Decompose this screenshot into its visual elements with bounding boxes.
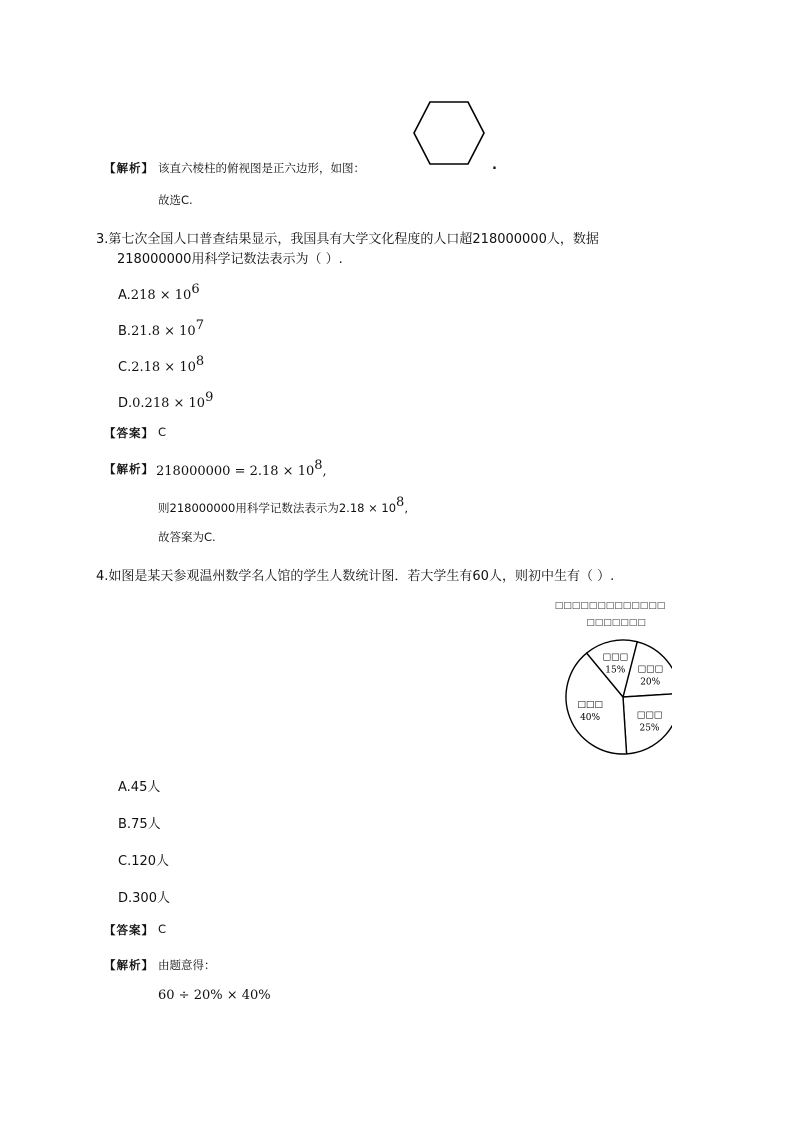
q4-option-c bbox=[118, 850, 169, 869]
pie-slice-label: □□□ bbox=[602, 652, 629, 663]
chart-title-line2: □□□□□□□ bbox=[586, 618, 646, 628]
jiexi-end: , bbox=[322, 464, 327, 479]
option-label: A. bbox=[118, 780, 131, 795]
chart-title-line1: □□□□□□□□□□□□□ bbox=[554, 601, 666, 611]
jiexi-exp: 8 bbox=[314, 458, 323, 473]
jiexi-text-4: 由题意得： bbox=[158, 958, 216, 972]
answer-3: C bbox=[158, 425, 167, 439]
q3-option-c bbox=[118, 354, 204, 375]
q3-option-a bbox=[118, 282, 200, 303]
option-label: A. bbox=[118, 288, 131, 303]
option-value: 2.18 × 10 bbox=[131, 360, 196, 375]
end-dot-1: . bbox=[492, 158, 497, 173]
option-label: C. bbox=[118, 854, 132, 869]
option-value: 75人 bbox=[131, 817, 161, 832]
q4-option-d bbox=[118, 887, 170, 906]
jiexi-formula: 218000000 = 2.18 × 10 bbox=[156, 464, 315, 479]
answer-tag-4: 【答案】 bbox=[104, 923, 154, 937]
option-value: 0.218 × 10 bbox=[132, 396, 206, 411]
q4-formula: 60 ÷ 20% × 40% bbox=[158, 988, 271, 1003]
jiexi-text: 则218000000用科学记数法表示为2.18 × 10 bbox=[158, 501, 397, 515]
pie-slice-value: 20% bbox=[640, 677, 661, 688]
option-exp: 6 bbox=[191, 282, 200, 297]
jiexi-end: , bbox=[404, 501, 408, 515]
pie-chart bbox=[552, 592, 672, 760]
option-value: 21.8 × 10 bbox=[131, 324, 196, 339]
answer-tag-3: 【答案】 bbox=[104, 426, 154, 440]
option-value: 218 × 10 bbox=[130, 288, 192, 303]
jiexi-tag-1: 【解析】 bbox=[104, 161, 154, 175]
option-label: B. bbox=[118, 817, 132, 832]
option-exp: 7 bbox=[195, 318, 204, 333]
q4-option-a bbox=[118, 776, 160, 795]
jiexi-tag-4: 【解析】 bbox=[104, 958, 154, 972]
jiexi-text-1: 该直六棱柱的俯视图是正六边形，如图： bbox=[158, 161, 365, 175]
q4-option-b bbox=[118, 813, 161, 832]
jiexi-tag-3: 【解析】 bbox=[104, 462, 154, 476]
jiexi-exp: 8 bbox=[396, 495, 405, 510]
pie-slice-value: 40% bbox=[580, 713, 601, 723]
q3-stem-line1: 3.第七次全国人口普查结果显示，我国具有大学文化程度的人口超218000000人，数据 bbox=[96, 232, 599, 247]
q3-option-d bbox=[118, 390, 213, 411]
pie-slice-value: 25% bbox=[639, 723, 660, 734]
hexagon-figure bbox=[408, 98, 490, 168]
pie-slice-label: □□□ bbox=[636, 710, 663, 721]
option-label: D. bbox=[118, 396, 133, 411]
q4-stem: 4.如图是某天参观温州数学名人馆的学生人数统计图．若大学生有60人，则初中生有（ ）. bbox=[96, 569, 615, 584]
option-label: C. bbox=[118, 360, 132, 375]
q3-stem-line2: 218000000用科学记数法表示为（ ）. bbox=[117, 252, 343, 267]
q3-jiexi-line1 bbox=[156, 458, 327, 479]
option-exp: 8 bbox=[195, 354, 205, 369]
q3-jiexi-line3: 故答案为C. bbox=[158, 530, 216, 544]
pie-slice-value: 15% bbox=[605, 665, 626, 676]
answer-4: C bbox=[158, 922, 167, 936]
option-label: B. bbox=[118, 324, 132, 339]
pie-slice-label: □□□ bbox=[637, 664, 663, 675]
conclusion-1: 故选C. bbox=[158, 193, 193, 207]
q3-option-b bbox=[118, 318, 204, 339]
option-exp: 9 bbox=[205, 390, 214, 405]
pie-slice-label: □□□ bbox=[577, 700, 603, 710]
option-label: D. bbox=[118, 891, 133, 906]
q3-jiexi-line2 bbox=[158, 495, 408, 516]
option-value: 45人 bbox=[130, 780, 161, 795]
option-value: 120人 bbox=[131, 854, 170, 869]
option-value: 300人 bbox=[132, 891, 170, 906]
